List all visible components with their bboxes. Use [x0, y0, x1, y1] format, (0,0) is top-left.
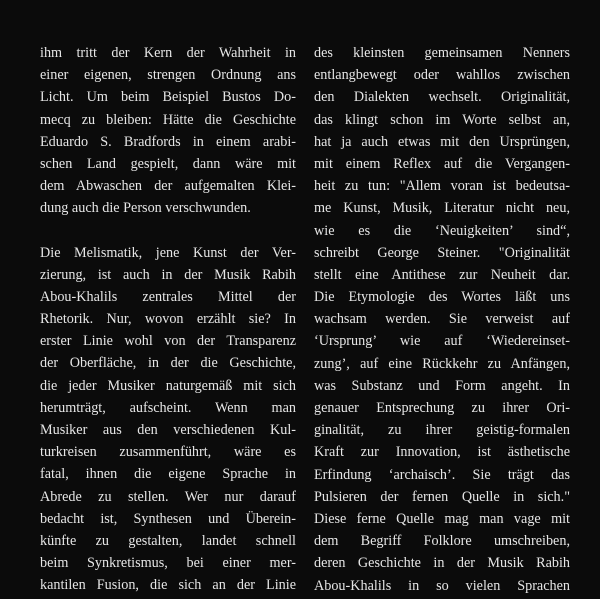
text-line: mecq zu bleiben: Hätte die Geschichte	[40, 111, 296, 128]
text-line: was Substanz und Form angeht. In	[314, 377, 570, 394]
text-line: des kleinsten gemeinsamen Nenners	[314, 45, 570, 61]
text-line: stellt eine Antithese zur Neuheit dar.	[314, 266, 570, 283]
text-line: Abou-Khalils zentrales Mittel der	[40, 288, 296, 305]
text-line: den Dialekten wechselt. Originalität,	[314, 89, 570, 106]
text-line: kantilen Fusion, die sich an der Linie	[40, 577, 296, 594]
text-line: schreibt George Steiner. "Originalität	[314, 244, 570, 261]
left-text-column	[40, 42, 296, 597]
text-line: ihm tritt der Kern der Wahrheit in	[40, 45, 296, 61]
text-line: das klingt schon im Worte selbst an,	[314, 111, 570, 128]
left-paragraph-1	[40, 42, 296, 220]
text-line: dem Abwaschen der aufgemalten Klei-	[40, 178, 296, 195]
text-line: Diese ferne Quelle mag man vage mit	[314, 510, 570, 527]
text-line: herumträgt, aufscheint. Wenn man	[40, 399, 296, 416]
text-line: der Oberfläche, in der die Geschichte,	[40, 355, 296, 372]
text-line: beim Synkretismus, bei einer mer-	[40, 555, 296, 572]
text-line: hat ja auch etwas mit den Ursprüngen,	[314, 133, 570, 150]
text-line: zierung, ist auch in der Musik Rabih	[40, 266, 296, 283]
text-line: schen Land gespielt, dann wäre mit	[40, 155, 296, 172]
text-line: künfte zu gestalten, landet schnell	[40, 532, 296, 549]
text-line: Pulsieren der fernen Quelle in sich."	[314, 488, 570, 505]
text-line: ‘Ursprung’ wie auf ‘Wiedereinset-	[314, 333, 570, 350]
left-paragraph-2	[40, 242, 296, 597]
text-line: fatal, ihnen die eigene Sprache in	[40, 466, 296, 483]
text-line: entlangbewegt oder wahllos zwischen	[314, 67, 570, 84]
text-line: einer eigenen, strengen Ordnung ans	[40, 67, 296, 84]
text-line: Erfindung ‘archaisch’. Sie trägt das	[314, 466, 570, 483]
text-line: bedacht ist, Synthesen und Überein-	[40, 510, 296, 527]
text-line: wie es die ‘Neuigkeiten’ sind“,	[314, 222, 570, 239]
text-line: Die Melismatik, jene Kunst der Ver-	[40, 244, 296, 261]
text-line: genauer Entsprechung zu ihrer Ori-	[314, 400, 570, 416]
text-line: ginalität, zu ihrer geistig-formalen	[314, 422, 570, 439]
text-line: dem Begriff Folklore umschreiben,	[314, 533, 570, 550]
paragraph-gap	[40, 220, 296, 242]
text-line: deren Geschichte in der Musik Rabih	[314, 555, 570, 572]
text-line: me Kunst, Musik, Literatur nicht neu,	[314, 200, 570, 217]
text-line: die jeder Musiker naturgemäß mit sich	[40, 377, 296, 394]
text-line: Musiker aus den verschiedenen Kul-	[40, 422, 296, 438]
text-line: zung’, auf eine Rückkehr zu Anfängen,	[314, 355, 570, 372]
text-line: mit einem Reflex auf die Vergangen-	[314, 155, 570, 172]
text-line: dung auch die Person verschwunden.	[40, 200, 251, 217]
text-line: Abou-Khalils in so vielen Sprachen	[314, 577, 570, 594]
text-line: heit zu tun: "Allem voran ist bedeutsa-	[314, 178, 570, 195]
text-line: Die Etymologie des Wortes läßt uns	[314, 289, 570, 306]
text-line: Abrede zu stellen. Wer nur darauf	[40, 488, 296, 505]
right-paragraph-1	[314, 42, 570, 597]
text-line: Rhetorik. Nur, wovon erzählt sie? In	[40, 311, 296, 328]
text-line: Eduardo S. Bradfords in einem arabi-	[40, 133, 296, 150]
text-line: wachsam werden. Sie verweist auf	[314, 311, 570, 328]
text-line: Kraft zur Innovation, ist ästhetische	[314, 444, 570, 461]
text-line: erster Linie wohl von der Transparenz	[40, 333, 296, 350]
text-line: Licht. Um beim Beispiel Bustos Do-	[40, 89, 296, 106]
right-text-column	[314, 42, 570, 597]
text-line: turkreisen zusammenführt, wäre es	[40, 444, 296, 461]
